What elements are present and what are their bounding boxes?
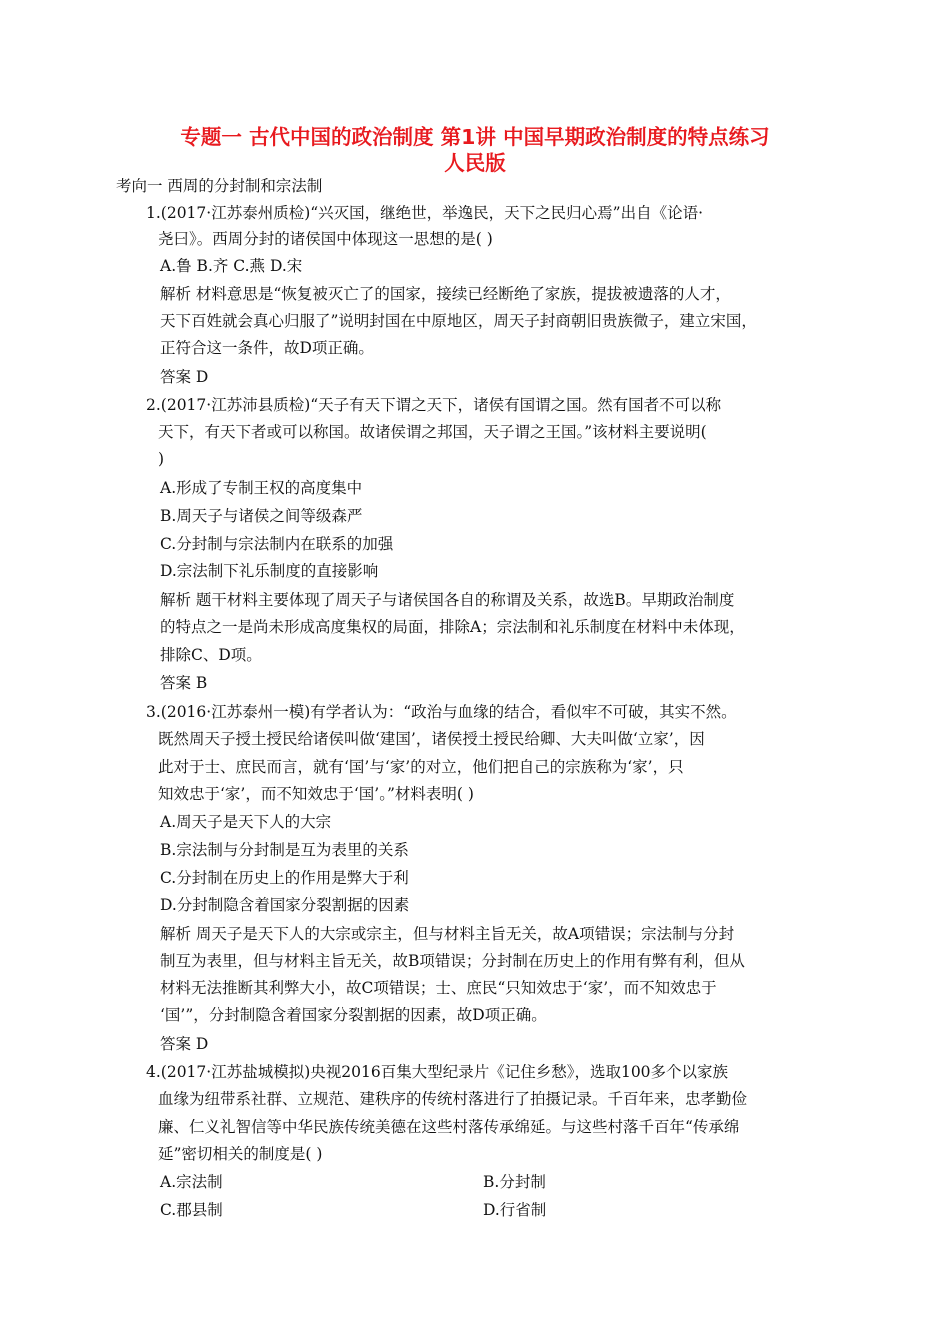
- text-line: 解析 周天子是天下人的大宗或宗主，但与材料主旨无关，故A项错误；宗法制与分封: [160, 925, 735, 943]
- text-line: A.鲁 B.齐 C.燕 D.宋: [160, 257, 303, 275]
- text-line: A.宗法制: [160, 1173, 223, 1191]
- document-title-line-1: 专题一 古代中国的政治制度 第1讲 中国早期政治制度的特点练习: [180, 125, 770, 149]
- text-line: 答案 D: [160, 368, 209, 386]
- text-line: C.郡县制: [160, 1201, 223, 1219]
- text-line: 3.(2016·江苏泰州一模)有学者认为：“政治与血缘的结合，看似牢不可破，其实不然。: [146, 703, 737, 721]
- text-line: A.形成了专制王权的高度集中: [160, 479, 363, 497]
- text-line: 2.(2017·江苏沛县质检)“天子有天下谓之天下，诸侯有国谓之国。然有国者不可以称: [146, 396, 722, 414]
- text-line: ‘国’”，分封制隐含着国家分裂割据的因素，故D项正确。: [160, 1006, 547, 1024]
- text-line: 天下，有天下者或可以称国。故诸侯谓之邦国，天子谓之王国。”该材料主要说明(: [158, 423, 707, 441]
- text-line: 血缘为纽带系社群、立规范、建秩序的传统村落进行了拍摄记录。千百年来，忠孝勤俭: [158, 1090, 748, 1108]
- text-line: 答案 B: [160, 674, 208, 692]
- text-line: 尧曰》。西周分封的诸侯国中体现这一思想的是( ): [158, 230, 493, 248]
- text-line: 廉、仁义礼智信等中华民族传统美德在这些村落传承绵延。与这些村落千百年“传承绵: [158, 1118, 740, 1136]
- text-line: 考向一 西周的分封制和宗法制: [116, 177, 323, 195]
- text-line: C.分封制与宗法制内在联系的加强: [160, 535, 394, 553]
- text-line: B.分封制: [483, 1173, 546, 1191]
- text-line: 的特点之一是尚未形成高度集权的局面，排除A；宗法制和礼乐制度在材料中未体现，: [160, 618, 745, 636]
- text-line: 排除C、D项。: [160, 646, 262, 664]
- text-line: 既然周天子授土授民给诸侯叫做‘建国’，诸侯授土授民给卿、大夫叫做‘立家’，因: [158, 730, 705, 748]
- text-line: C.分封制在历史上的作用是弊大于利: [160, 869, 409, 887]
- text-line: B.周天子与诸侯之间等级森严: [160, 507, 363, 525]
- text-line: 4.(2017·江苏盐城模拟)央视2016百集大型纪录片《记住乡愁》，选取100多个以家族: [146, 1063, 729, 1081]
- text-line: 延”密切相关的制度是( ): [158, 1145, 323, 1163]
- text-line: 1.(2017·江苏泰州质检)“兴灭国，继绝世，举逸民，天下之民归心焉”出自《论语·: [146, 204, 704, 222]
- text-line: B.宗法制与分封制是互为表里的关系: [160, 841, 409, 859]
- text-line: D.行省制: [483, 1201, 547, 1219]
- text-line: 解析 题干材料主要体现了周天子与诸侯国各自的称谓及关系，故选B。早期政治制度: [160, 591, 735, 609]
- text-line: ): [158, 450, 165, 468]
- text-line: 解析 材料意思是“恢复被灭亡了的国家，接续已经断绝了家族，提拔被遗落的人才，: [160, 285, 731, 303]
- text-line: 此对于士、庶民而言，就有‘国’与‘家’的对立，他们把自己的宗族称为‘家’，只: [158, 758, 684, 776]
- text-line: 材料无法推断其利弊大小，故C项错误；士、庶民“只知效忠于‘家’，而不知效忠于: [160, 979, 717, 997]
- text-line: A.周天子是天下人的大宗: [160, 813, 332, 831]
- text-line: 知效忠于‘家’，而不知效忠于‘国’。”材料表明( ): [158, 785, 474, 803]
- text-line: D.宗法制下礼乐制度的直接影响: [160, 562, 379, 580]
- text-line: D.分封制隐含着国家分裂割据的因素: [160, 896, 410, 914]
- text-line: 天下百姓就会真心归服了”说明封国在中原地区，周天子封商朝旧贵族微子，建立宋国，: [160, 312, 757, 330]
- document-title-line-2: 人民版: [444, 151, 506, 175]
- text-line: 正符合这一条件，故D项正确。: [160, 339, 374, 357]
- text-line: 答案 D: [160, 1035, 209, 1053]
- text-line: 制互为表里，但与材料主旨无关，故B项错误；分封制在历史上的作用有弊有利，但从: [160, 952, 745, 970]
